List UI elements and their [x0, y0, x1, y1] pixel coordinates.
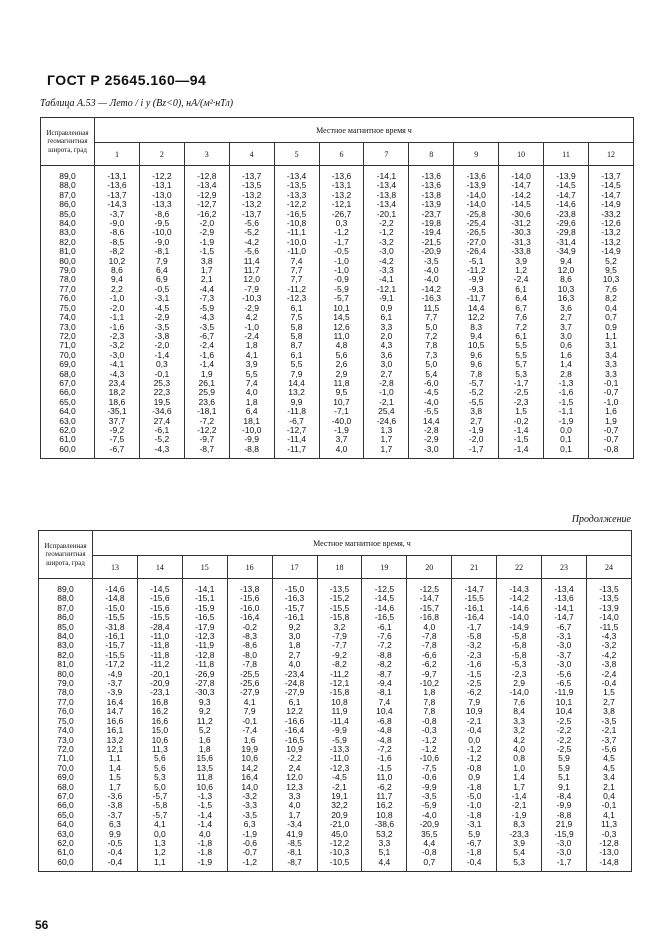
document-title: ГОСТ Р 25645.160—94: [47, 72, 207, 88]
hour-header: 19: [362, 556, 407, 579]
value-column-hour-6: -13,6 -13,1 -13,2 -12,1 -26,7 0,3 -1,2 -1,7 -0,5 -1,0 -1,0 -0,9 -5,9 -5,7 10,1 14,5 12,6 11,0 4,8 5,6 2,6 2,9 11,8 9,5 10,7 -7,1 -40,0 -1,9 3,7 4,0: [319, 166, 364, 459]
value-column-hour-19: -12,5 -14,5 -14,6 -16,5 -6,1 -7,6 -7,2 -8,8 -8,2 -8,7 -9,4 -8,1 7,4 10,4 -6,8 -4,8 -4,8 -7,2 -1,6 -1,5 11,0 -6,2 11,7 16,2 10,8 -38,6 53,2 3,3 5,1 4,4: [362, 579, 407, 872]
continuation-label: Продолжение: [571, 514, 631, 525]
hour-header: 14: [137, 556, 182, 579]
value-column-hour-23: -13,4 -13,6 -14,1 -14,7 -6,7 -3,1 -3,0 -3,7 -3,0 -5,6 -6,5 -11,9 10,1 10,4 -2,5 -2,2 -2,2 -2,5 5,9 5,9 5,1 9,1 -8,4 -9,9 -8,8 21,9 -15,9 -3,0 -3,0 -1,7: [542, 579, 587, 872]
hour-header: 16: [227, 556, 272, 579]
value-column-hour-7: -14,1 -13,4 -13,8 -13,4 -20,1 -2,2 -1,2 -3,2 -3,0 -4,2 -3,3 -4,1 -12,1 -9,1 0,9 6,1 3,3 2,0 4,3 3,6 3,0 2,7 -2,8 -1,0 -2,1 25,4 -24,6 1,3 1,7 1,7: [364, 166, 409, 459]
hour-header: 20: [407, 556, 452, 579]
value-column-hour-16: -13,8 -15,6 -16,0 -16,4 -0,2 -8,3 -8,6 -8,0 -7,8 -25,5 -25,6 -27,9 4,1 7,9 -0,1 -7,4 1,6 19,9 10,6 14,2 16,4 14,0 -3,2 -3,3 -3,5 6,3 -1,9 -0,6 -0,7 -1,2: [227, 579, 272, 872]
value-column-hour-2: -12,2 -13,1 -13,0 -13,3 -8,6 -9,5 -10,0 -9,0 -8,1 7,9 6,4 6,9 -0,5 -3,1 -4,5 -2,9 -3,5 -3,8 -2,0 -1,4 0,3 -0,1 25,3 22,3 19,5 -34,6 27,4 -6,1 -5,2 -4,3: [139, 166, 184, 459]
latitude-column: 89,0 88,0 87,0 86,0 85,0 84,0 83,0 82,0 81,0 80,0 79,0 78,0 77,0 76,0 75,0 74,0 73,0 72,0 71,0 70,0 69,0 68,0 67,0 66,0 65,0 64,0 63,0 62,0 61,0 60,0: [39, 579, 93, 872]
latitude-column: 89,0 88,0 87,0 86,0 85,0 84,0 83,0 82,0 81,0 80,0 79,0 78,0 77,0 76,0 75,0 74,0 73,0 72,0 71,0 70,0 69,0 68,0 67,0 66,0 65,0 64,0 63,0 62,0 61,0 60,0: [41, 166, 95, 459]
hour-header: 5: [274, 143, 319, 166]
hour-header: 15: [182, 556, 227, 579]
hour-header: 2: [139, 143, 184, 166]
table-body-row: [41, 166, 634, 459]
hour-header: 24: [586, 556, 631, 579]
value-column-hour-5: -13,4 -13,5 -13,3 -12,2 -16,5 -10,8 -11,1 -10,0 -11,0 7,4 7,7 7,7 -11,2 -12,3 6,1 7,5 5,8 5,8 8,7 6,1 5,5 7,9 14,4 13,2 9,9 -11,8 -6,7 -12,7 -11,4 -11,7: [274, 166, 319, 459]
hour-header: 22: [497, 556, 542, 579]
value-column-hour-3: -12,8 -13,4 -12,9 -12,7 -16,2 -2,0 -2,9 -1,9 -1,5 3,8 1,7 2,1 -4,4 -7,3 -5,9 -4,3 -3,5 -6,7 -2,4 -1,6 -1,4 1,9 26,1 25,9 23,6 -18,1 -7,2 -12,2 -9,7 -8,7: [184, 166, 229, 459]
hour-header: 7: [364, 143, 409, 166]
value-column-hour-12: -13,7 -14,5 -14,7 -14,9 -33,2 -12,6 -13,2 -13,2 -14,9 5,2 9,5 10,3 7,6 8,2 0,4 0,7 0,9 1,1 3,1 3,4 3,3 3,3 -0,1 -0,7 -1,0 1,6 1,9 -0,7 -0,7 -0,8: [588, 166, 633, 459]
hour-header: 9: [454, 143, 499, 166]
value-column-hour-14: -14,5 -15,6 -15,6 -15,5 -28,4 -11,0 -11,8 -11,8 -11,2 -20,1 -20,9 -23,1 16,8 16,2 16,6 15,0 10,6 11,3 5,6 5,6 5,3 5,0 -5,7 -5,8 -5,7 4,1 0,0 1,3 1,2 1,1: [137, 579, 182, 872]
hour-header: 21: [452, 556, 497, 579]
value-column-hour-10: -14,0 -14,7 -14,2 -14,5 -30,6 -31,2 -30,3 -31,3 -33,8 3,9 1,2 -2,4 6,1 6,4 6,7 7,6 7,2 6,1 5,5 5,5 5,7 5,3 -1,7 -2,5 -2,3 1,5 -0,2 -1,4 -1,5 -1,4: [499, 166, 544, 459]
data-table-hours-1-12: [40, 117, 634, 459]
value-column-hour-13: -14,6 -14,8 -15,0 -15,5 -31,8 -16,1 -15,7 -15,5 -17,2 -4,9 -3,7 -3,9 16,4 14,7 16,6 16,1 13,2 12,1 1,1 1,4 1,5 1,7 -3,6 -3,8 -3,7 6,3 9,9 -0,5 -0,4 -0,4: [93, 579, 138, 872]
hour-header: 12: [588, 143, 633, 166]
data-table-hours-13-24: [38, 530, 632, 872]
hour-header: 8: [409, 143, 454, 166]
latitude-column-header: Исправленная геомагнитная широта, град: [41, 118, 95, 166]
value-column-hour-8: -13,6 -13,6 -13,8 -13,9 -23,7 -19,8 -19,4 -21,5 -20,9 -3,5 -4,0 -4,0 -14,2 -16,3 11,5 7,7 5,0 7,2 7,8 7,3 5,0 5,4 -6,0 -4,5 -4,0 -5,5 14,4 -2,8 -2,9 -3,0: [409, 166, 454, 459]
value-column-hour-15: -14,1 -15,1 -15,9 -16,5 -17,9 -12,3 -11,9 -12,8 -11,8 -26,9 -27,8 -30,3 9,3 9,2 11,2 5,2 1,6 1,8 15,6 13,5 11,8 10,6 -1,3 -1,5 -1,4 -1,4 4,0 -1,8 -1,8 -1,9: [182, 579, 227, 872]
value-column-hour-24: -13,5 -13,5 -13,9 -14,0 -11,5 -4,3 -3,2 -4,2 -3,8 -2,4 -0,4 1,5 2,7 3,8 -3,5 -2,1 -3,7 -5,6 4,5 4,5 3,4 2,1 0,4 -0,1 4,1 11,3 -0,3 -12,8 -13,0 -14,8: [586, 579, 631, 872]
value-column-hour-9: -13,6 -13,9 -14,0 -14,0 -25,8 -25,4 -26,5 -27,0 -26,4 -5,1 -11,2 -9,9 -9,3 -11,7 14,4 12,2 8,3 9,4 10,5 9,6 9,6 7,8 -5,7 -5,2 -5,5 3,8 2,7 -1,9 -2,0 -1,7: [454, 166, 499, 459]
value-column-hour-17: -15,0 -16,3 -15,7 -16,1 9,2 3,0 1,8 2,7 4,0 -23,4 -24,8 -27,9 6,1 12,2 -16,6 -16,4 -16,5 10,9 -2,2 2,4 12,0 12,3 3,3 4,0 1,7 -3,4 41,9 -8,5 -8,1 -8,7: [272, 579, 317, 872]
local-time-group-header: Местное магнитное время ч: [95, 118, 634, 143]
hour-header: 6: [319, 143, 364, 166]
table-body-row: [39, 579, 632, 872]
table-caption: Таблица А.53 — Лето / і у (Bz<0), нА/(м²·нТл): [40, 98, 234, 109]
latitude-column-header: Исправленная геомагнитная широта, град: [39, 531, 93, 579]
hour-header: 4: [229, 143, 274, 166]
local-time-group-header: Местное магнитное время, ч: [93, 531, 632, 556]
hour-header: 3: [184, 143, 229, 166]
value-column-hour-11: -13,9 -14,5 -14,7 -14,6 -23,8 -29,6 -29,8 -31,4 -34,9 9,4 12,0 8,6 10,3 16,3 3,6 2,7 3,7 3,0 0,6 1,6 1,4 2,8 -1,3 -1,6 -1,5 -1,1 -1,9 0,0 0,1 0,1: [544, 166, 589, 459]
hour-header: 23: [542, 556, 587, 579]
hour-header-row: [41, 143, 634, 166]
value-column-hour-21: -14,7 -15,5 -16,1 -16,4 -1,7 -5,8 -3,2 -2,3 -1,6 -1,5 -2,5 -6,2 7,9 10,9 -2,1 -0,4 0,0 -1,2 -1,2 -0,8 0,9 -1,8 -5,0 -1,0 -1,8 -3,1 5,9 -6,7 -1,8 -0,4: [452, 579, 497, 872]
value-column-hour-22: -14,3 -14,2 -14,6 -14,0 -14,9 -5,8 -5,8 -5,8 -5,3 -2,3 2,9 -14,0 7,6 8,4 3,3 3,2 4,2 4,0 0,8 1,0 1,4 1,7 -1,4 -2,1 -1,9 8,3 -23,3 3,9 5,4 5,3: [497, 579, 542, 872]
hour-header: 1: [95, 143, 140, 166]
hour-header: 13: [93, 556, 138, 579]
hour-header: 11: [544, 143, 589, 166]
page-number: 56: [35, 918, 49, 932]
value-column-hour-1: -13,1 -13,6 -13,7 -14,3 -3,7 -9,0 -8,6 -8,5 -8,2 10,2 8,6 9,4 2,2 -1,0 -2,0 -1,1 -1,6 -2,3 -3,2 -3,0 -4,1 -4,3 23,4 18,2 18,6 -35,1 37,7 -9,2 -7,5 -6,7: [95, 166, 140, 459]
value-column-hour-4: -13,7 -13,5 -13,2 -13,2 -13,7 -5,6 -5,2 -4,2 -5,6 11,4 11,7 12,0 -7,9 -10,3 -2,9 4,2 -1,0 -2,4 1,8 4,1 3,9 5,5 7,4 4,0 1,8 6,4 18,1 -10,0 -9,9 -8,8: [229, 166, 274, 459]
hour-header: 18: [317, 556, 362, 579]
value-column-hour-18: -13,5 -15,2 -15,5 -15,8 3,2 -7,9 -7,7 -9,2 -8,2 -11,2 -12,1 -15,8 10,8 11,9 -11,4 -9,9 -5,9 -13,3 -11,0 -12,3 -4,5 -2,1 19,1 32,2 20,9 -21,0 45,0 -12,2 -10,3 -10,5: [317, 579, 362, 872]
hour-header: 17: [272, 556, 317, 579]
hour-header-row: [39, 556, 632, 579]
hour-header: 10: [499, 143, 544, 166]
value-column-hour-20: -12,5 -14,7 -15,7 -16,8 4,0 -7,8 -7,8 -6,6 -6,2 -9,7 -10,2 1,8 7,8 7,8 -0,8 -0,3 -1,2 -1,2 -10,6 -7,5 -0,6 -9,9 -3,5 -5,9 -4,0 -20,9 35,5 4,4 -0,8 0,7: [407, 579, 452, 872]
